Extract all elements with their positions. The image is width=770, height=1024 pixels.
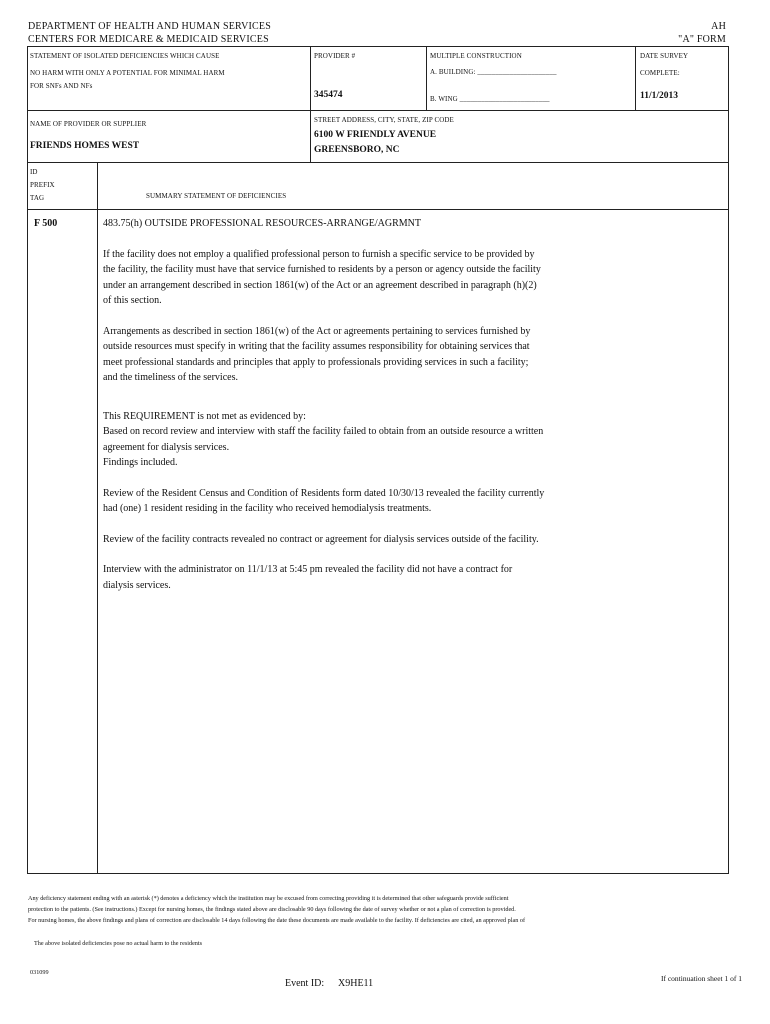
provider-name-value: FRIENDS HOMES WEST <box>30 141 140 151</box>
prefix-label: PREFIX <box>30 181 55 189</box>
contracts-review-paragraph: Review of the facility contracts revealed no contract or agreement for dialysis services outside of the facility. <box>103 533 539 545</box>
provider-name-label: NAME OF PROVIDER OR SUPPLIER <box>30 120 147 128</box>
statement-label-line1: STATEMENT OF ISOLATED DEFICIENCIES WHICH CAUSE <box>30 52 220 60</box>
agency-name: DEPARTMENT OF HEALTH AND HUMAN SERVICES <box>28 21 272 32</box>
agency-subname: CENTERS FOR MEDICARE & MEDICAID SERVICES <box>28 34 269 45</box>
regulation-paragraph-1: If the facility does not employ a qualified professional person to furnish a specific service to be provided by the facility, the facility must have that service furnished to residents by a person or agency outside the facility under an arrangement described in section 1861(w) of the Act or an agreement described in paragraph (h)(2) of this section. <box>103 248 541 306</box>
survey-date-value: 11/1/2013 <box>640 91 679 101</box>
tag-label: TAG <box>30 194 45 202</box>
form-name: "A" FORM <box>678 34 726 45</box>
findings-paragraph: This REQUIREMENT is not met as evidenced by: Based on record review and interview with staff the facility failed to obtain from an outside resource a written agreement for dialysis services. Findings included. <box>103 410 544 468</box>
event-id-value: X9HE11 <box>338 978 374 989</box>
form-code: AH <box>711 21 726 32</box>
statement-label-line2: NO HARM WITH ONLY A POTENTIAL FOR MINIMAL HARM <box>30 69 225 77</box>
address-city: GREENSBORO, NC <box>314 145 400 155</box>
census-review-paragraph: Review of the Resident Census and Condition of Residents form dated 10/30/13 revealed the facility currently had (one) 1 resident residing in the facility who received hemodialysis treatments. <box>103 487 545 514</box>
address-label: STREET ADDRESS, CITY, STATE, ZIP CODE <box>314 116 454 124</box>
continuation-sheet: If continuation sheet 1 of 1 <box>660 974 742 983</box>
id-label: ID <box>30 168 38 176</box>
provider-number-label: PROVIDER # <box>314 52 356 60</box>
address-street: 6100 W FRIENDLY AVENUE <box>314 130 437 140</box>
multiple-construction-label: MULTIPLE CONSTRUCTION <box>430 52 522 60</box>
provider-number-value: 345474 <box>314 90 343 100</box>
summary-statement-label: SUMMARY STATEMENT OF DEFICIENCIES <box>146 192 287 200</box>
wing-label: B. WING _________________________ <box>430 95 550 103</box>
disclaimer: Any deficiency statement ending with an asterisk (*) denotes a deficiency which the institution may be excused from correcting providing it is determined that other safeguards provide sufficient protection to the patients. (See instructions.) Except for nursing homes, the findings stated above are disclosable 90 days following the date of survey whether or not a plan of correction is provided. For nursing homes, the above findings and plans of correction are disclosable 14 days following the date these documents are made available to the facility. If deficiencies are cited, an approved plan of <box>28 895 526 924</box>
statement-label-line3: FOR SNFs AND NFs <box>30 82 93 90</box>
deficiency-tag: F 500 <box>34 218 58 229</box>
complete-label: COMPLETE: <box>640 69 680 77</box>
regulation-paragraph-2: Arrangements as described in section 1861(w) of the Act or agreements pertaining to services furnished by outside resources must specify in writing that the facility assumes responsibility for obtaining services that meet professional standards and principles that apply to professionals providing services in such a facility; and the timeliness of the services. <box>103 325 531 383</box>
event-id-label: Event ID: <box>285 978 325 989</box>
deficiency-title: 483.75(h) OUTSIDE PROFESSIONAL RESOURCES-ARRANGE/AGRMNT <box>103 218 421 229</box>
building-label: A. BUILDING: ______________________ <box>430 68 557 76</box>
form-number: 031099 <box>30 969 49 976</box>
date-survey-label: DATE SURVEY <box>640 52 689 60</box>
interview-paragraph: Interview with the administrator on 11/1/13 at 5:45 pm revealed the facility did not have a contract for dialysis services. <box>103 564 513 591</box>
deficiency-content <box>103 216 723 608</box>
isolated-deficiencies-note: The above isolated deficiencies pose no actual harm to the residents <box>34 940 203 947</box>
